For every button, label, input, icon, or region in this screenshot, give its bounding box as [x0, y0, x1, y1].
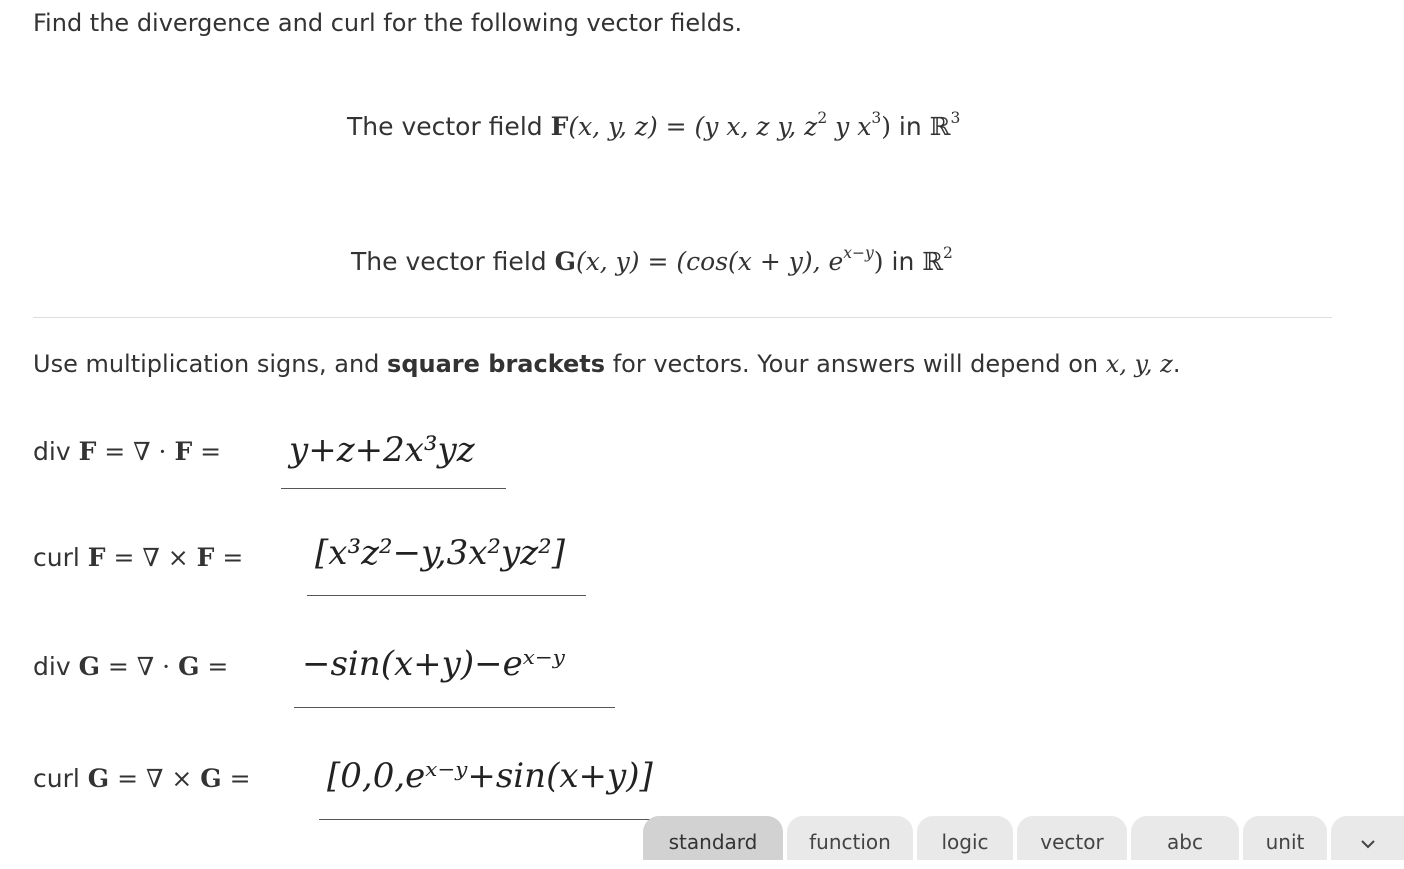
div-g-name: G — [78, 652, 100, 681]
curl-f-label — [33, 543, 243, 572]
curl-g-word: curl — [33, 764, 88, 793]
field-f-mid: y x — [827, 112, 872, 141]
field-g-close: ) — [873, 247, 884, 276]
field-g-sup: x−y — [843, 244, 874, 263]
div-f-word: div — [33, 437, 79, 466]
field-g-space: ℝ — [922, 247, 944, 276]
div-g-answer-input[interactable] — [294, 632, 615, 708]
curl-f-eq: = — [214, 543, 244, 572]
field-f-in: in — [890, 112, 930, 141]
curl-g-name: G — [87, 764, 110, 793]
tab-logic[interactable]: logic — [917, 816, 1013, 860]
div-g-eq: = — [199, 652, 229, 681]
hint-vars: x, y, z — [1105, 350, 1173, 378]
keyboard-more-button[interactable] — [1331, 816, 1404, 860]
answer-hint — [33, 350, 1180, 378]
tab-vector[interactable]: vector — [1017, 816, 1127, 860]
field-f-space: ℝ — [929, 112, 951, 141]
hint-end: . — [1172, 350, 1181, 378]
field-g-prefix: The vector field — [351, 247, 555, 276]
tab-abc[interactable]: abc — [1131, 816, 1239, 860]
curl-g-op: = ∇ × — [109, 764, 201, 793]
curl-f-answer-input[interactable] — [307, 527, 586, 596]
field-f-sup2: 3 — [871, 109, 882, 128]
field-f-prefix: The vector field — [347, 112, 551, 141]
div-f-eq: = — [192, 437, 222, 466]
curl-g-name2: G — [200, 764, 222, 793]
curl-g-answer-input[interactable] — [319, 748, 659, 820]
curl-f-op: = ∇ × — [105, 543, 197, 572]
div-g-op: = ∇ · — [99, 652, 179, 681]
div-g-label — [33, 652, 228, 681]
curl-f-answer-value: [x³z²−y,3x²yz²] — [315, 533, 566, 573]
vector-field-f-statement — [347, 109, 961, 141]
div-f-label — [33, 437, 221, 466]
curl-g-label — [33, 764, 251, 793]
div-f-op: = ∇ · — [96, 437, 175, 466]
field-g-name: G — [554, 247, 576, 276]
field-g-args: (x, y) = (cos(x + y), e — [575, 247, 844, 276]
curl-f-name: F — [87, 543, 106, 572]
vector-field-g-statement — [351, 244, 953, 276]
hint-before: Use multiplication signs, and — [33, 350, 388, 378]
curl-f-name2: F — [196, 543, 215, 572]
curl-f-word: curl — [33, 543, 88, 572]
chevron-down-icon — [1359, 838, 1377, 850]
curl-g-answer-value: [0,0,eˣ⁻ʸ+sin(x+y)] — [327, 756, 653, 796]
tab-function[interactable]: function — [787, 816, 913, 860]
div-g-name2: G — [178, 652, 200, 681]
field-f-sup1: 2 — [817, 109, 828, 128]
section-divider — [33, 317, 1332, 318]
hint-after: for vectors. Your answers will depend on — [605, 350, 1106, 378]
hint-bold: square brackets — [387, 350, 606, 378]
instruction-text: Find the divergence and curl for the following vector fields. — [33, 9, 743, 37]
field-f-name: F — [550, 112, 569, 141]
field-g-space-dim: 2 — [943, 244, 953, 263]
tab-standard[interactable]: standard — [643, 816, 783, 860]
div-f-name: F — [78, 437, 97, 466]
field-f-args: (x, y, z) = (y x, z y, z — [568, 112, 818, 141]
field-f-space-dim: 3 — [950, 109, 961, 128]
div-f-answer-value: y+z+2x³yz — [289, 430, 475, 470]
tab-unit[interactable]: unit — [1243, 816, 1327, 860]
div-f-name2: F — [174, 437, 193, 466]
curl-g-eq: = — [221, 764, 251, 793]
math-keyboard-tabs — [643, 816, 1404, 854]
div-g-answer-value: −sin(x+y)−eˣ⁻ʸ — [302, 644, 565, 684]
div-g-word: div — [33, 652, 79, 681]
field-f-close: ) — [881, 112, 891, 141]
field-g-in: in — [883, 247, 923, 276]
div-f-answer-input[interactable] — [281, 420, 506, 489]
